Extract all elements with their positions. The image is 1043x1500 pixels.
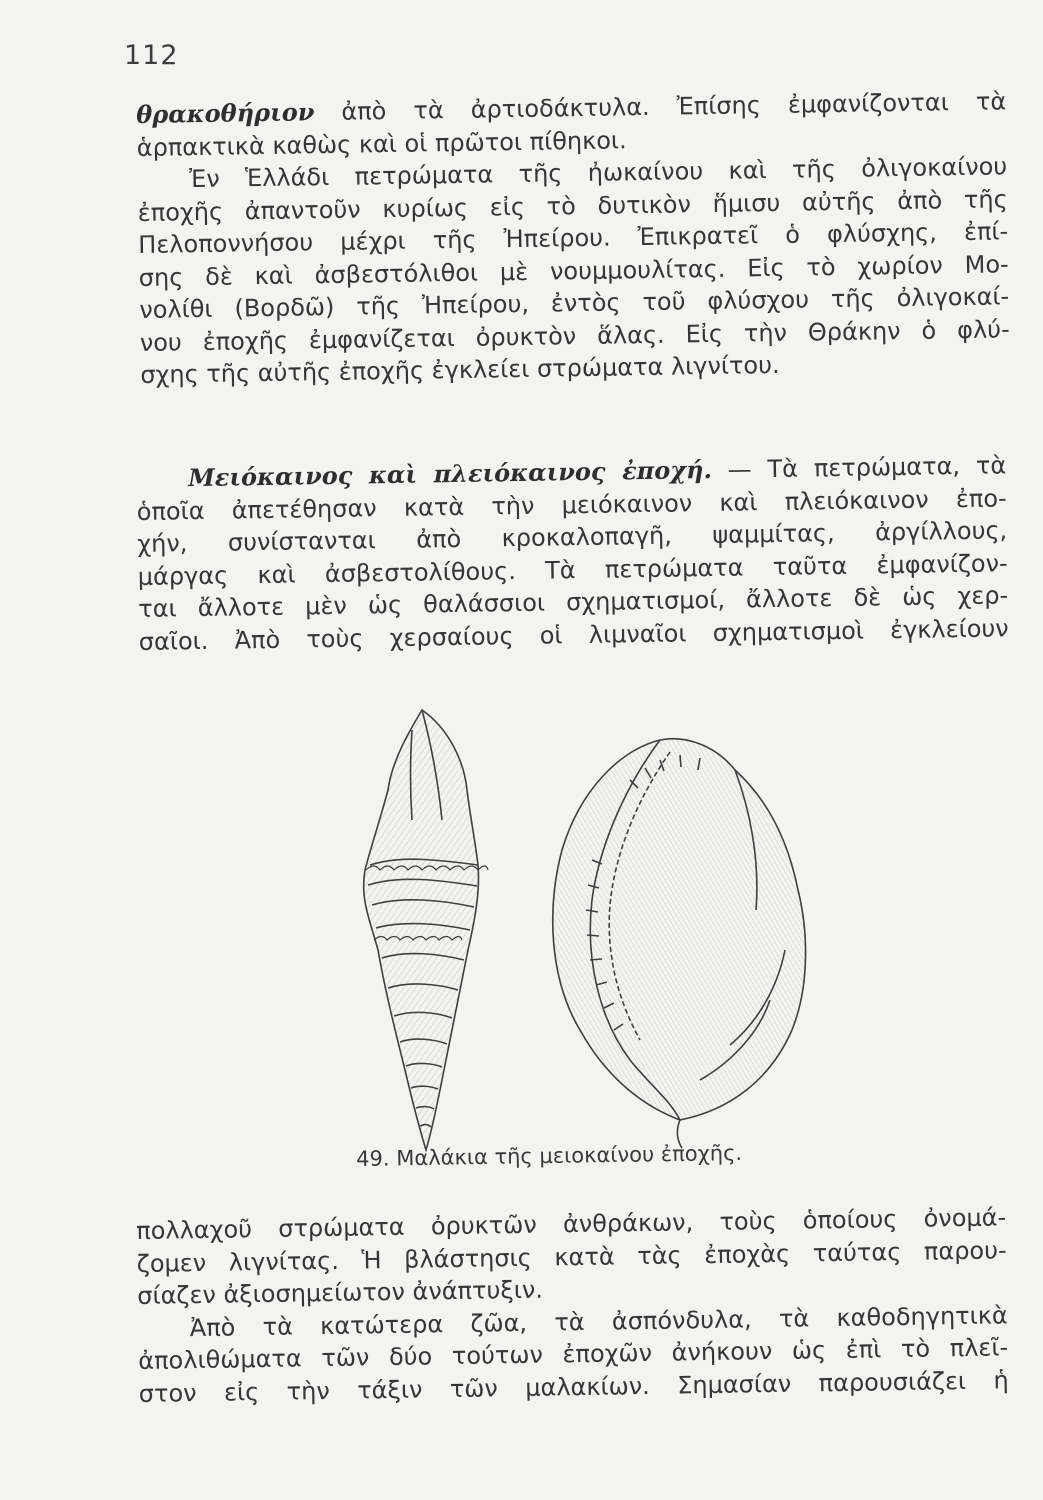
- text-block-lower: [136, 1201, 1009, 1410]
- text-line: Ἀπὸ τὰ κατώτερα ζῶα, τὰ ἀσπόνδυλα, τὰ καθοδηγητικὰ: [189, 1300, 1008, 1342]
- text-line: χήν, συνίστανται ἀπὸ κροκαλοπαγῆ, ψαμμίτας, ἀργίλλους,: [137, 516, 1008, 558]
- globular-shell-drawing: [553, 739, 806, 1148]
- page-number: 112: [124, 40, 179, 71]
- text-fragment: — Τὰ πετρώματα, τὰ: [711, 451, 1007, 484]
- text-line: μάργας καὶ ἀσβεστολίθους. Τὰ πετρώματα ταῦτα ἐμφανίζον-: [137, 548, 1008, 591]
- figure-caption: 49. Μαλάκια τῆς μειοκαίνου ἐποχῆς.: [356, 1140, 743, 1171]
- text-line: ἀπολιθώματα τῶν δύο τούτων ἐποχῶν ἀνήκουν ὡς ἐπὶ τὸ πλεῖ-: [138, 1333, 1009, 1375]
- text-line: πολλαχοῦ στρώματα ὀρυκτῶν ἀνθράκων, τοὺς ὁποίους ὀνομά-: [136, 1203, 1007, 1245]
- text-line: ται ἄλλοτε μὲν ὡς θαλάσσιοι σχηματισμοί, ἄλλοτε δὲ ὡς χερ-: [138, 581, 1009, 623]
- text-line: σαῖοι. Ἀπὸ τοὺς χερσαίους οἱ λιμναῖοι σχηματισμοὶ ἐγκλείουν: [138, 613, 1009, 656]
- text-line: σχης τῆς αὐτῆς ἐποχῆς ἐγκλείει στρώματα λιγνίτου.: [140, 350, 780, 389]
- text-line: νου ἐποχῆς ἐμφανίζεται ὀρυκτὸν ἅλας. Εἰς τὴν Θράκην ὁ φλύ-: [139, 314, 1010, 357]
- text-line: σίαζεν ἀξιοσημείωτον ἀνάπτυξιν.: [137, 1275, 544, 1310]
- text-line: στον εἰς τὴν τάξιν τῶν μαλακίων. Σημασίαν παρουσιάζει ἡ: [138, 1365, 1009, 1408]
- text-line: Πελοποννήσου μέχρι τῆς Ἠπείρου. Ἐπικρατεῖ ὁ φλύσχης, ἐπί-: [138, 217, 1009, 259]
- spire-shell-drawing: [364, 710, 488, 1150]
- text-fragment: ἀπὸ τὰ ἀρτιοδάκτυλα. Ἐπίσης ἐμφανίζονται τὰ: [314, 87, 1007, 127]
- text-block-section: [136, 449, 1009, 658]
- bold-term: θρακοθήριον: [136, 97, 315, 129]
- text-line: ὁποῖα ἀπετέθησαν κατὰ τὴν μειόκαινον καὶ πλειόκαινον ἐπο-: [136, 483, 1007, 526]
- text-line: Ἐν Ἑλλάδι πετρώματα τῆς ἠωκαίνου καὶ τῆς ὀλιγοκαίνου: [189, 152, 1008, 194]
- text-line: ἁρπακτικὰ καθὼς καὶ οἱ πρῶτοι πίθηκοι.: [136, 125, 627, 162]
- text-line: νολίθι (Βορδῶ) τῆς Ἠπείρου, ἐντὸς τοῦ φλύσχου τῆς ὀλιγοκαί-: [139, 282, 1010, 324]
- text-block-upper: [136, 85, 1010, 391]
- text-line: ζομεν λιγνίτας. Ἡ βλάστησις κατὰ τὰς ἐποχὰς ταύτας παρου-: [136, 1235, 1007, 1278]
- section-heading: Μειόκαινος καὶ πλειόκαινος ἐποχή.: [188, 454, 713, 493]
- shells-illustration: [330, 700, 850, 1160]
- text-line: ἐποχῆς ἀπαντοῦν κυρίως εἰς τὸ δυτικὸν ἥμισυ αὐτῆς ἀπὸ τῆς: [137, 184, 1008, 227]
- text-line: σης δὲ καὶ ἀσβεστόλιθοι μὲ νουμμουλίτας. Εἰς τὸ χωρίον Μο-: [138, 249, 1009, 292]
